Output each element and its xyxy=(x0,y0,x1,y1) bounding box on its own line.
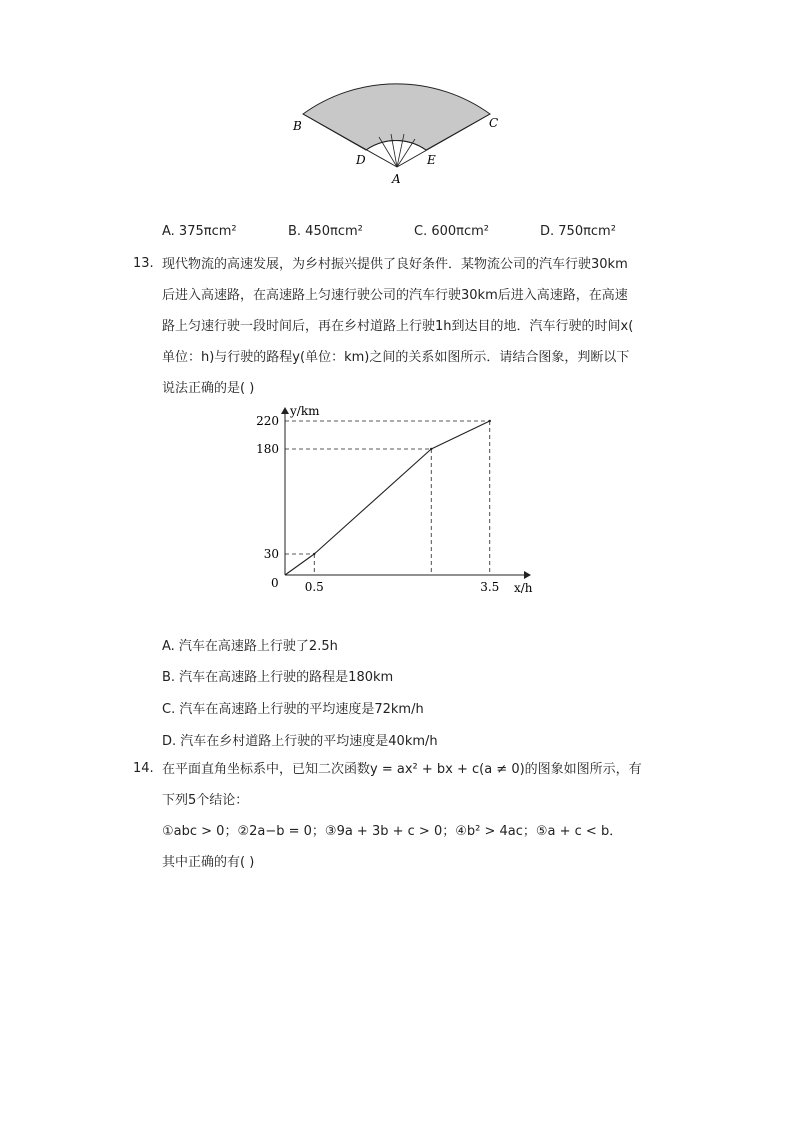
data-point xyxy=(313,553,315,555)
distance-time-chart xyxy=(250,395,550,605)
y-tick-label: 180 xyxy=(256,442,279,456)
q13-option-b: B. 汽车在高速路上行驶的路程是180km xyxy=(162,670,394,685)
q13-line-3: 路上匀速行驶一段时间后，再在乡村道路上行驶1h到达目的地．汽车行驶的时间x( xyxy=(162,319,634,334)
x-tick-label: 3.5 xyxy=(480,580,500,594)
series-segment xyxy=(314,449,431,554)
y-tick-label: 220 xyxy=(256,414,279,428)
q13-number: 13. xyxy=(133,256,154,271)
q12-option-b: B. 450πcm² xyxy=(288,224,363,239)
q14-line-2: 下列5个结论： xyxy=(162,793,249,808)
q14-line-4: 其中正确的有( ) xyxy=(162,855,255,870)
q14-number: 14. xyxy=(133,761,154,776)
x-tick-label: 0.5 xyxy=(304,580,324,594)
label-D: D xyxy=(356,153,366,167)
q14-line-3: ①abc > 0；②2a−b = 0；③9a + 3b + c > 0；④b² > 4ac；⑤a + c < b． xyxy=(162,824,623,839)
series-segment xyxy=(431,421,490,449)
series-segment xyxy=(285,554,314,575)
y-tick-label: 30 xyxy=(263,547,279,561)
x-axis-label: x/h xyxy=(514,581,533,595)
label-A: A xyxy=(392,172,401,186)
q12-option-c: C. 600πcm² xyxy=(414,224,490,239)
data-point xyxy=(430,448,432,450)
origin-label: 0 xyxy=(271,576,279,590)
q13-option-a: A. 汽车在高速路上行驶了2.5h xyxy=(162,639,338,654)
y-axis-label: y/km xyxy=(290,404,320,418)
q12-option-d: D. 750πcm² xyxy=(540,224,616,239)
sector-figure xyxy=(280,50,520,190)
q14-line-1: 在平面直角坐标系中，已知二次函数y = ax² + bx + c(a ≠ 0)的图象如图所示，有 xyxy=(162,762,642,777)
q13-line-1: 现代物流的高速发展，为乡村振兴提供了良好条件．某物流公司的汽车行驶30km xyxy=(162,257,628,272)
q13-line-5: 说法正确的是( ) xyxy=(162,381,255,396)
q13-line-4: 单位：h)与行驶的路程y(单位：km)之间的关系如图所示．请结合图象，判断以下 xyxy=(162,350,630,365)
label-E: E xyxy=(427,153,436,167)
q12-option-a: A. 375πcm² xyxy=(162,224,237,239)
q13-option-d: D. 汽车在乡村道路上行驶的平均速度是40km/h xyxy=(162,734,438,749)
q13-option-c: C. 汽车在高速路上行驶的平均速度是72km/h xyxy=(162,702,424,717)
label-C: C xyxy=(489,116,499,130)
data-point xyxy=(489,420,491,422)
label-B: B xyxy=(293,119,302,133)
q13-line-2: 后进入高速路，在高速路上匀速行驶公司的汽车行驶30km后进入高速路，在高速 xyxy=(162,288,628,303)
